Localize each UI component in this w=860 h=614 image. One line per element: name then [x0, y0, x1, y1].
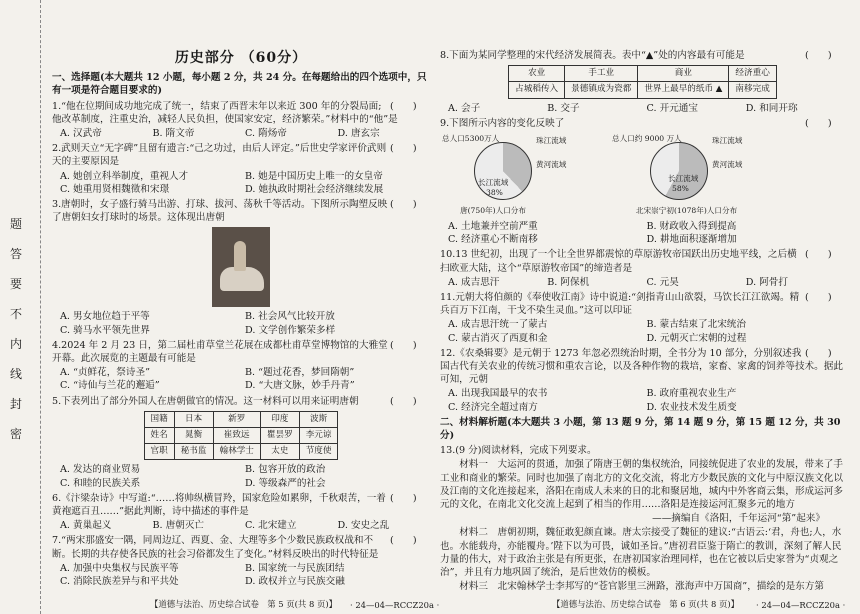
- question-2-options: [60, 170, 430, 196]
- option[interactable]: D. 唐玄宗: [337, 128, 380, 140]
- answer-paren[interactable]: ( ): [390, 100, 417, 112]
- answer-paren[interactable]: ( ): [390, 492, 417, 504]
- option[interactable]: A. 出现我国最早的农书: [448, 388, 548, 400]
- option[interactable]: B. 财政收入得到提高: [646, 221, 737, 233]
- question-7: ( ) 7.“两宋那盛安一隅，同周边辽、西夏、金、大理等多个少数民族政权战和不断。长期的共存使各民族的社会习俗都发生了变化。”材料反映出的时代特征是: [52, 534, 430, 560]
- question-2: ( ) 2.武则天立“无字碑”且留有遗言:“己之功过，由后人评定。”后世史学家评价武则天的主要原因是: [52, 142, 430, 168]
- left-column: [52, 0, 430, 590]
- option[interactable]: B. 国家统一与民族团结: [245, 562, 345, 574]
- question-13: 13.(9 分)阅读材料，完成下列要求。: [440, 445, 597, 457]
- footer-left: 【道德与法治、历史综合试卷 第 5 页(共 8 页)】: [150, 599, 337, 609]
- option[interactable]: D. 等级森严的社会: [245, 477, 326, 489]
- answer-paren[interactable]: ( ): [805, 249, 832, 261]
- pie2-label-b: 黄河流域: [712, 160, 743, 170]
- option[interactable]: B. 政府重视农业生产: [646, 388, 737, 400]
- option[interactable]: D. 耕地面积逐渐增加: [646, 234, 737, 246]
- option[interactable]: D. “大唐文脉，妙手丹青”: [245, 380, 355, 392]
- rider-shape: [234, 241, 246, 271]
- table-row: 姓名 晁衡 崔致远 瞿昙罗 李元谅: [144, 428, 338, 444]
- option[interactable]: C. 经济完全超过南方: [448, 401, 538, 413]
- option[interactable]: C. 骑马水平领先世界: [60, 324, 150, 336]
- option[interactable]: D. 阿骨打: [745, 276, 788, 288]
- option[interactable]: B. 包容开放的政治: [245, 464, 326, 476]
- margin-char: 题: [10, 217, 23, 231]
- foreign-officials-table: [144, 411, 339, 461]
- option[interactable]: A. 男女地位趋于平等: [60, 311, 150, 323]
- pie1-label-b: 黄河流域: [536, 160, 567, 170]
- question-4: ( ) 4.2024 年 2 月 23 日，第二届杜甫草堂兰花展在成都杜甫草堂博物馆的大雅堂开幕。此次展览的主题最有可能是: [52, 339, 430, 365]
- option[interactable]: A. 汉武帝: [60, 128, 102, 140]
- question-7-options: [60, 562, 430, 588]
- section-heading-choice: 一、选择题(本大题共 12 小题，每小题 2 分，共 24 分。在每题给出的四个选项中，只有一项是符合题目要求的): [52, 72, 427, 97]
- option[interactable]: C. 她重用贤相魏徵和宋璟: [60, 183, 170, 195]
- option[interactable]: D. 安史之乱: [337, 520, 390, 532]
- answer-paren[interactable]: ( ): [805, 347, 832, 359]
- option[interactable]: B. 阿保机: [547, 276, 590, 288]
- option[interactable]: A. 黄巢起义: [60, 520, 112, 532]
- question-6-options: [60, 519, 430, 532]
- question-1-options: [60, 127, 430, 140]
- option[interactable]: C. 和睦的民族关系: [60, 477, 141, 489]
- margin-char: 线: [10, 367, 23, 381]
- footer-right: 【道德与法治、历史综合试卷 第 6 页(共 8 页)】: [552, 599, 739, 609]
- pie1-caption: 唐(750年)人口分布: [460, 206, 526, 216]
- option[interactable]: A. 土地兼并空前严重: [448, 221, 538, 233]
- answer-paren[interactable]: ( ): [390, 199, 417, 211]
- option[interactable]: A. 发达的商业贸易: [60, 464, 141, 476]
- question-5: ( ) 5.下表列出了部分外国人在唐朝做官的情况。这一材料可以用来证明唐朝: [52, 395, 430, 408]
- option[interactable]: A. “贞鲜花，祭诗圣”: [60, 367, 150, 379]
- answer-paren[interactable]: ( ): [390, 339, 417, 351]
- tang-polo-figurine-image: [212, 227, 270, 307]
- binding-margin: [0, 0, 41, 614]
- material-1-source: ——摘编自《洛阳，千年运河“第”起来》: [652, 513, 825, 525]
- question-11: ( ) 11.元朝大将伯颜的《奉使收江南》诗中说道:“剑指青山山欲裂，马饮长江江欲竭。精兵百万下江南，干戈不染生灵血。”这可以印证: [440, 291, 845, 317]
- pie1-label-a: 珠江流域: [536, 136, 567, 146]
- margin-char: 答: [10, 247, 23, 261]
- option[interactable]: D. 她执政时期社会经济继续发展: [245, 183, 384, 195]
- answer-paren[interactable]: ( ): [390, 143, 417, 155]
- option[interactable]: A. 成吉思汗: [448, 276, 500, 288]
- question-9: ( ) 9.下图所示内容的变化反映了: [440, 117, 845, 130]
- question-11-options: [448, 318, 845, 344]
- question-12: ( ) 12.《农桑辑要》是元朝于 1273 年忽必烈统治时期，全书分为 10 部分，分别叙述我国古代有关农业的传统习惯和重农言论，以及各种作物的栽培，家畜、家禽的饲养等技术。据此可知，元朝: [440, 347, 845, 387]
- question-5-options: [60, 463, 430, 489]
- answer-paren[interactable]: ( ): [805, 292, 832, 304]
- margin-char: 封: [10, 397, 23, 411]
- option[interactable]: B. 交子: [547, 102, 580, 114]
- option[interactable]: B. 社会风气比较开放: [245, 311, 335, 323]
- pie1-total-label: 总人口5300万人: [442, 134, 500, 144]
- question-10: ( ) 10.13 世纪初，出现了一个让全世界都震惊的草原游牧帝国跃出历史地平线，之后横扫欧亚大陆，这个“草原游牧帝国”的缔造者是: [440, 248, 845, 274]
- question-3-options: [60, 310, 430, 336]
- margin-char: 内: [10, 337, 23, 351]
- answer-paren[interactable]: ( ): [805, 50, 832, 61]
- question-8-options: [448, 102, 845, 115]
- question-1: ( ) 1.“他在位期间成功地完成了统一，结束了西晋末年以来近 300 年的分裂局面;他改革制度，注重史治，减轻人民负担，使国家安定，经济繁荣。”材料中的“他”是: [52, 100, 430, 126]
- option[interactable]: C. 开元通宝: [646, 102, 698, 114]
- question-6: ( ) 6.《汴梁杂诗》中写道:“……将帅纵横冒羚，国家危险如累卵，千秋艰苦，一着黄袍遮百丑……”据此判断，诗中描述的事件是: [52, 492, 430, 518]
- table-row: 官职 秘书监 翰林学士 太史 节度使: [144, 444, 338, 460]
- option[interactable]: A. 加强中央集权与民族平等: [60, 562, 179, 574]
- pie1-pct: 38%: [486, 188, 503, 198]
- material-1: 材料一 大运河的贯通，加强了隋唐王朝的集权统治，同接统促进了农业的发展，带来了手工业和商业的繁荣。同时也加强了南北方的文化交流，将北方少数民族的文化与中原汉族文化以及江南的文化连接起来，洛阳在南成人未来的日的北和聚居地，城内中外客商云集，形成运河多元的文化，在南北文化交流上起到了相当的作用……洛阳是连接运河汇聚多元的地方: [440, 459, 843, 511]
- material-3: 材料三 北宋翰林学士李邦写的“苍官影里三洲路，涨海声中万国商”，描绘的是东方第: [459, 581, 824, 593]
- pie2-label-a: 珠江流域: [712, 136, 743, 146]
- pie2-caption: 北宋崇宁初(1078年)人口分布: [636, 206, 738, 216]
- question-8: ( ) 8.下面为某同学整理的宋代经济发展简表。表中“▲”处的内容最有可能是: [440, 49, 845, 62]
- population-pie-charts: [440, 132, 845, 218]
- page-title: 历史部分 （60分）: [174, 50, 308, 66]
- option[interactable]: D. 农业技术发生质变: [646, 401, 737, 413]
- question-10-options: [448, 276, 845, 289]
- option[interactable]: D. 元朝灭亡宋朝的过程: [646, 332, 747, 344]
- margin-char: 密: [10, 427, 23, 441]
- question-9-options: [448, 220, 845, 246]
- material-2: 材料二 唐朝初期，魏征敢犯颜直谏。唐太宗接受了魏征的建议:“古语云:‘君，舟也;人，水也。水能载舟，亦能覆舟。’陛下以为可畏，诚如圣旨。”唐初君臣鉴于隋亡的教训，深刻了解人民力量的伟大，对于政治主张是有所更张，在唐初国家治理同样，也在它被以后史家誉为“贞观之治”，并且有力地巩固了统治，是后世效仿的模板。: [440, 527, 842, 579]
- footer-left-code: · 24—04—RCCZ20a ·: [350, 600, 440, 610]
- option[interactable]: B. 隋文帝: [152, 128, 195, 140]
- pie1-label-c: 长江流域: [478, 178, 509, 188]
- option[interactable]: B. 她是中国历史上唯一的女皇帝: [245, 170, 383, 182]
- option[interactable]: A. 成吉思汗统一了蒙古: [448, 319, 548, 331]
- option[interactable]: C. 隋炀帝: [245, 128, 287, 140]
- option[interactable]: D. 文学创作繁荣多样: [245, 324, 336, 336]
- pie2-pct: 58%: [672, 184, 689, 194]
- table-row: 占城稻传入 景德镇成为瓷都 世界上最早的纸币 ▲ 南移完成: [509, 82, 777, 98]
- answer-paren[interactable]: ( ): [390, 395, 417, 407]
- pie2-label-c: 长江流域: [668, 174, 699, 184]
- pie-chart-tang: [474, 142, 532, 200]
- option[interactable]: C. 蒙古消灭了西夏和金: [448, 332, 548, 344]
- table-row: 农业 手工业 商业 经济重心: [509, 66, 777, 82]
- margin-char: 要: [10, 277, 23, 291]
- option[interactable]: A. 会子: [448, 102, 481, 114]
- option[interactable]: D. 和同开珎: [745, 102, 798, 114]
- question-12-options: [448, 387, 845, 413]
- margin-char: 不: [10, 307, 23, 321]
- horse-shape: [220, 267, 264, 291]
- option[interactable]: B. 唐朝灭亡: [152, 520, 205, 532]
- song-economy-table: [508, 65, 777, 98]
- option[interactable]: B. “题过花香，梦回隋朝”: [245, 367, 355, 379]
- option[interactable]: C. 元昊: [646, 276, 679, 288]
- answer-paren[interactable]: ( ): [390, 535, 417, 547]
- answer-paren[interactable]: ( ): [805, 117, 832, 129]
- option[interactable]: C. 北宋建立: [245, 520, 297, 532]
- right-column: [440, 48, 845, 595]
- option[interactable]: C. “诗仙与兰花的邂逅”: [60, 380, 160, 392]
- option[interactable]: B. 蒙古结束了北宋统治: [646, 319, 746, 331]
- option[interactable]: A. 她创立科举制度，重视人才: [60, 170, 189, 182]
- pie2-total-label: 总人口约 9000 万人: [612, 134, 682, 144]
- option[interactable]: C. 经济重心不断南移: [448, 234, 538, 246]
- table-row: 国籍 日本 新罗 印度 波斯: [144, 411, 338, 427]
- section-heading-material: 二、材料解析题(本大题共 3 小题，第 13 题 9 分，第 14 题 9 分，第 15 题 12 分，共 30 分): [440, 416, 841, 442]
- option[interactable]: D. 政权并立与民族交融: [245, 576, 345, 588]
- question-3: ( ) 3.唐朝时，女子盛行骑马出游、打球、拔河、荡秋千等活动。下图所示陶塑反映了唐朝妇女打球时的场景。这体现出唐朝: [52, 198, 430, 224]
- option[interactable]: C. 消除民族差异与和平共处: [60, 576, 179, 588]
- question-4-options: [60, 366, 430, 392]
- footer-right-code: · 24—04—RCCZ20a ·: [756, 600, 846, 610]
